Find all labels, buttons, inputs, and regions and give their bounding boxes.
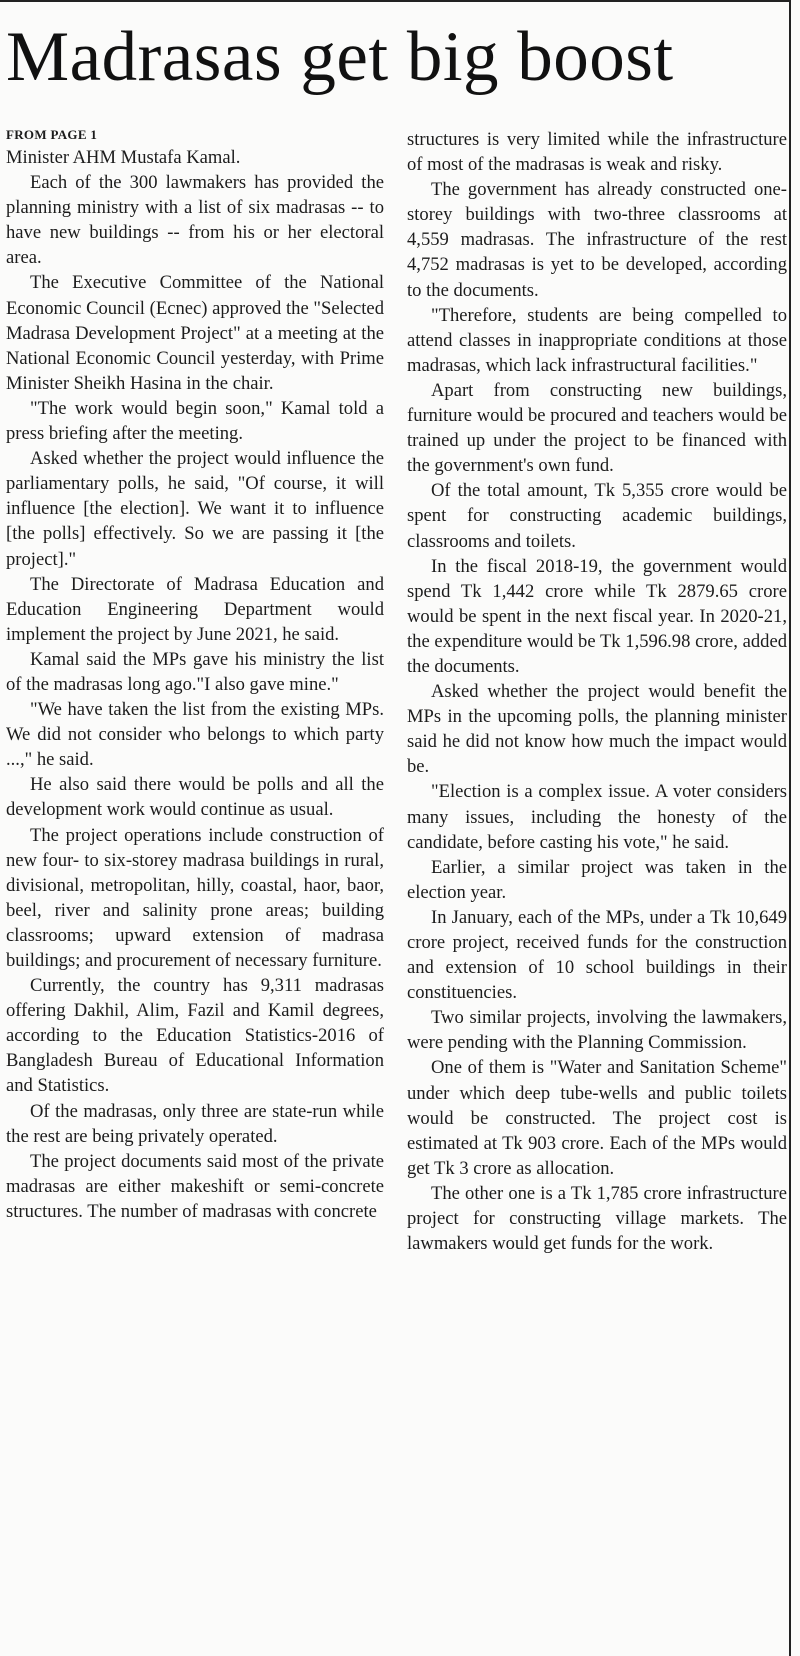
- paragraph: He also said there would be polls and all the development work would continue as usual.: [6, 774, 384, 821]
- paragraph: In January, each of the MPs, under a Tk 10,649 crore project, received funds for the construction and extension of 10 school buildings in their constituencies.: [407, 906, 787, 1004]
- paragraph: Minister AHM Mustafa Kamal.: [6, 147, 241, 168]
- paragraph: "The work would begin soon," Kamal told a press briefing after the meeting.: [6, 397, 384, 445]
- left-column: [6, 127, 384, 1224]
- paragraph: The government has already constructed one-storey buildings with two-three classrooms at 4,559 madrasas. The infrastructure of the rest 4,752 madrasas is yet to be developed, according to the documents.: [407, 179, 787, 301]
- paragraph: Currently, the country has 9,311 madrasas offering Dakhil, Alim, Fazil and Kamil degrees, according to the Education Statistics-2016 of Bangladesh Bureau of Educational Information and Statistics.: [6, 975, 384, 1097]
- paragraph: Apart from constructing new buildings, furniture would be procured and teachers would be trained up under the project to be financed with the government's own fund.: [407, 379, 787, 477]
- paragraph: The project operations include construction of new four- to six-storey madrasa buildings in rural, divisional, metropolitan, hilly, coastal, haor, baor, beel, river and salinity prone areas; building classrooms; upward extension of madrasa buildings; and procurement of necessary furniture.: [6, 824, 384, 971]
- paragraph: The Executive Committee of the National Economic Council (Ecnec) approved the "Selected Madrasa Development Project" at a meeting at the National Economic Council yesterday, with Prime Minister Sheikh Hasina in the chair.: [6, 272, 384, 394]
- jump-label: FROM PAGE 1: [6, 127, 98, 142]
- paragraph: One of them is "Water and Sanitation Scheme" under which deep tube-wells and public toilets would be constructed. The project cost is estimated at Tk 903 crore. Each of the MPs would get Tk 3 crore as allocation.: [407, 1057, 787, 1179]
- paragraph: Earlier, a similar project was taken in the election year.: [407, 856, 787, 903]
- paragraph: "Therefore, students are being compelled to attend classes in inappropriate conditions at those madrasas, which lack infrastructural facilities.": [407, 304, 787, 376]
- paragraph: Asked whether the project would influence the parliamentary polls, he said, "Of course, it will influence [the election]. We want it to influence [the polls] effectively. So we are passing it [the project].": [6, 448, 384, 570]
- paragraph: The project documents said most of the private madrasas are either makeshift or semi-concrete structures. The number of madrasas with concrete: [6, 1150, 384, 1222]
- paragraph: Asked whether the project would benefit the MPs in the upcoming polls, the planning minister said he did not know how much the impact would be.: [407, 681, 787, 778]
- paragraph: The Directorate of Madrasa Education and Education Engineering Department would implement the project by June 2021, he said.: [6, 573, 384, 645]
- paragraph: Of the madrasas, only three are state-run while the rest are being privately operated.: [6, 1100, 384, 1147]
- paragraph: "Election is a complex issue. A voter considers many issues, including the honesty of the candidate, before casting his vote," he said.: [407, 781, 787, 853]
- right-rule: [789, 0, 791, 1656]
- right-column: [407, 127, 787, 1256]
- paragraph: In the fiscal 2018-19, the government would spend Tk 1,442 crore while Tk 2879.65 crore would be spent in the next fiscal year. In 2020-21, the expenditure would be Tk 1,596.98 crore, added the documents.: [407, 555, 787, 677]
- paragraph: "We have taken the list from the existing MPs. We did not consider who belongs to which party ...," he said.: [6, 699, 384, 771]
- paragraph: The other one is a Tk 1,785 crore infrastructure project for constructing village markets. The lawmakers would get funds for the work.: [407, 1182, 787, 1255]
- top-rule: [0, 0, 790, 2]
- paragraph: Kamal said the MPs gave his ministry the list of the madrasas long ago."I also gave mine.": [6, 648, 384, 695]
- paragraph: structures is very limited while the infrastructure of most of the madrasas is weak and risky.: [407, 129, 787, 176]
- paragraph: Two similar projects, involving the lawmakers, were pending with the Planning Commission.: [407, 1007, 787, 1054]
- paragraph: Each of the 300 lawmakers has provided the planning ministry with a list of six madrasas -- to have new buildings -- from his or her electoral area.: [6, 172, 384, 269]
- paragraph: Of the total amount, Tk 5,355 crore would be spent for constructing academic buildings, classrooms and toilets.: [407, 480, 787, 552]
- headline: Madrasas get big boost: [6, 18, 674, 96]
